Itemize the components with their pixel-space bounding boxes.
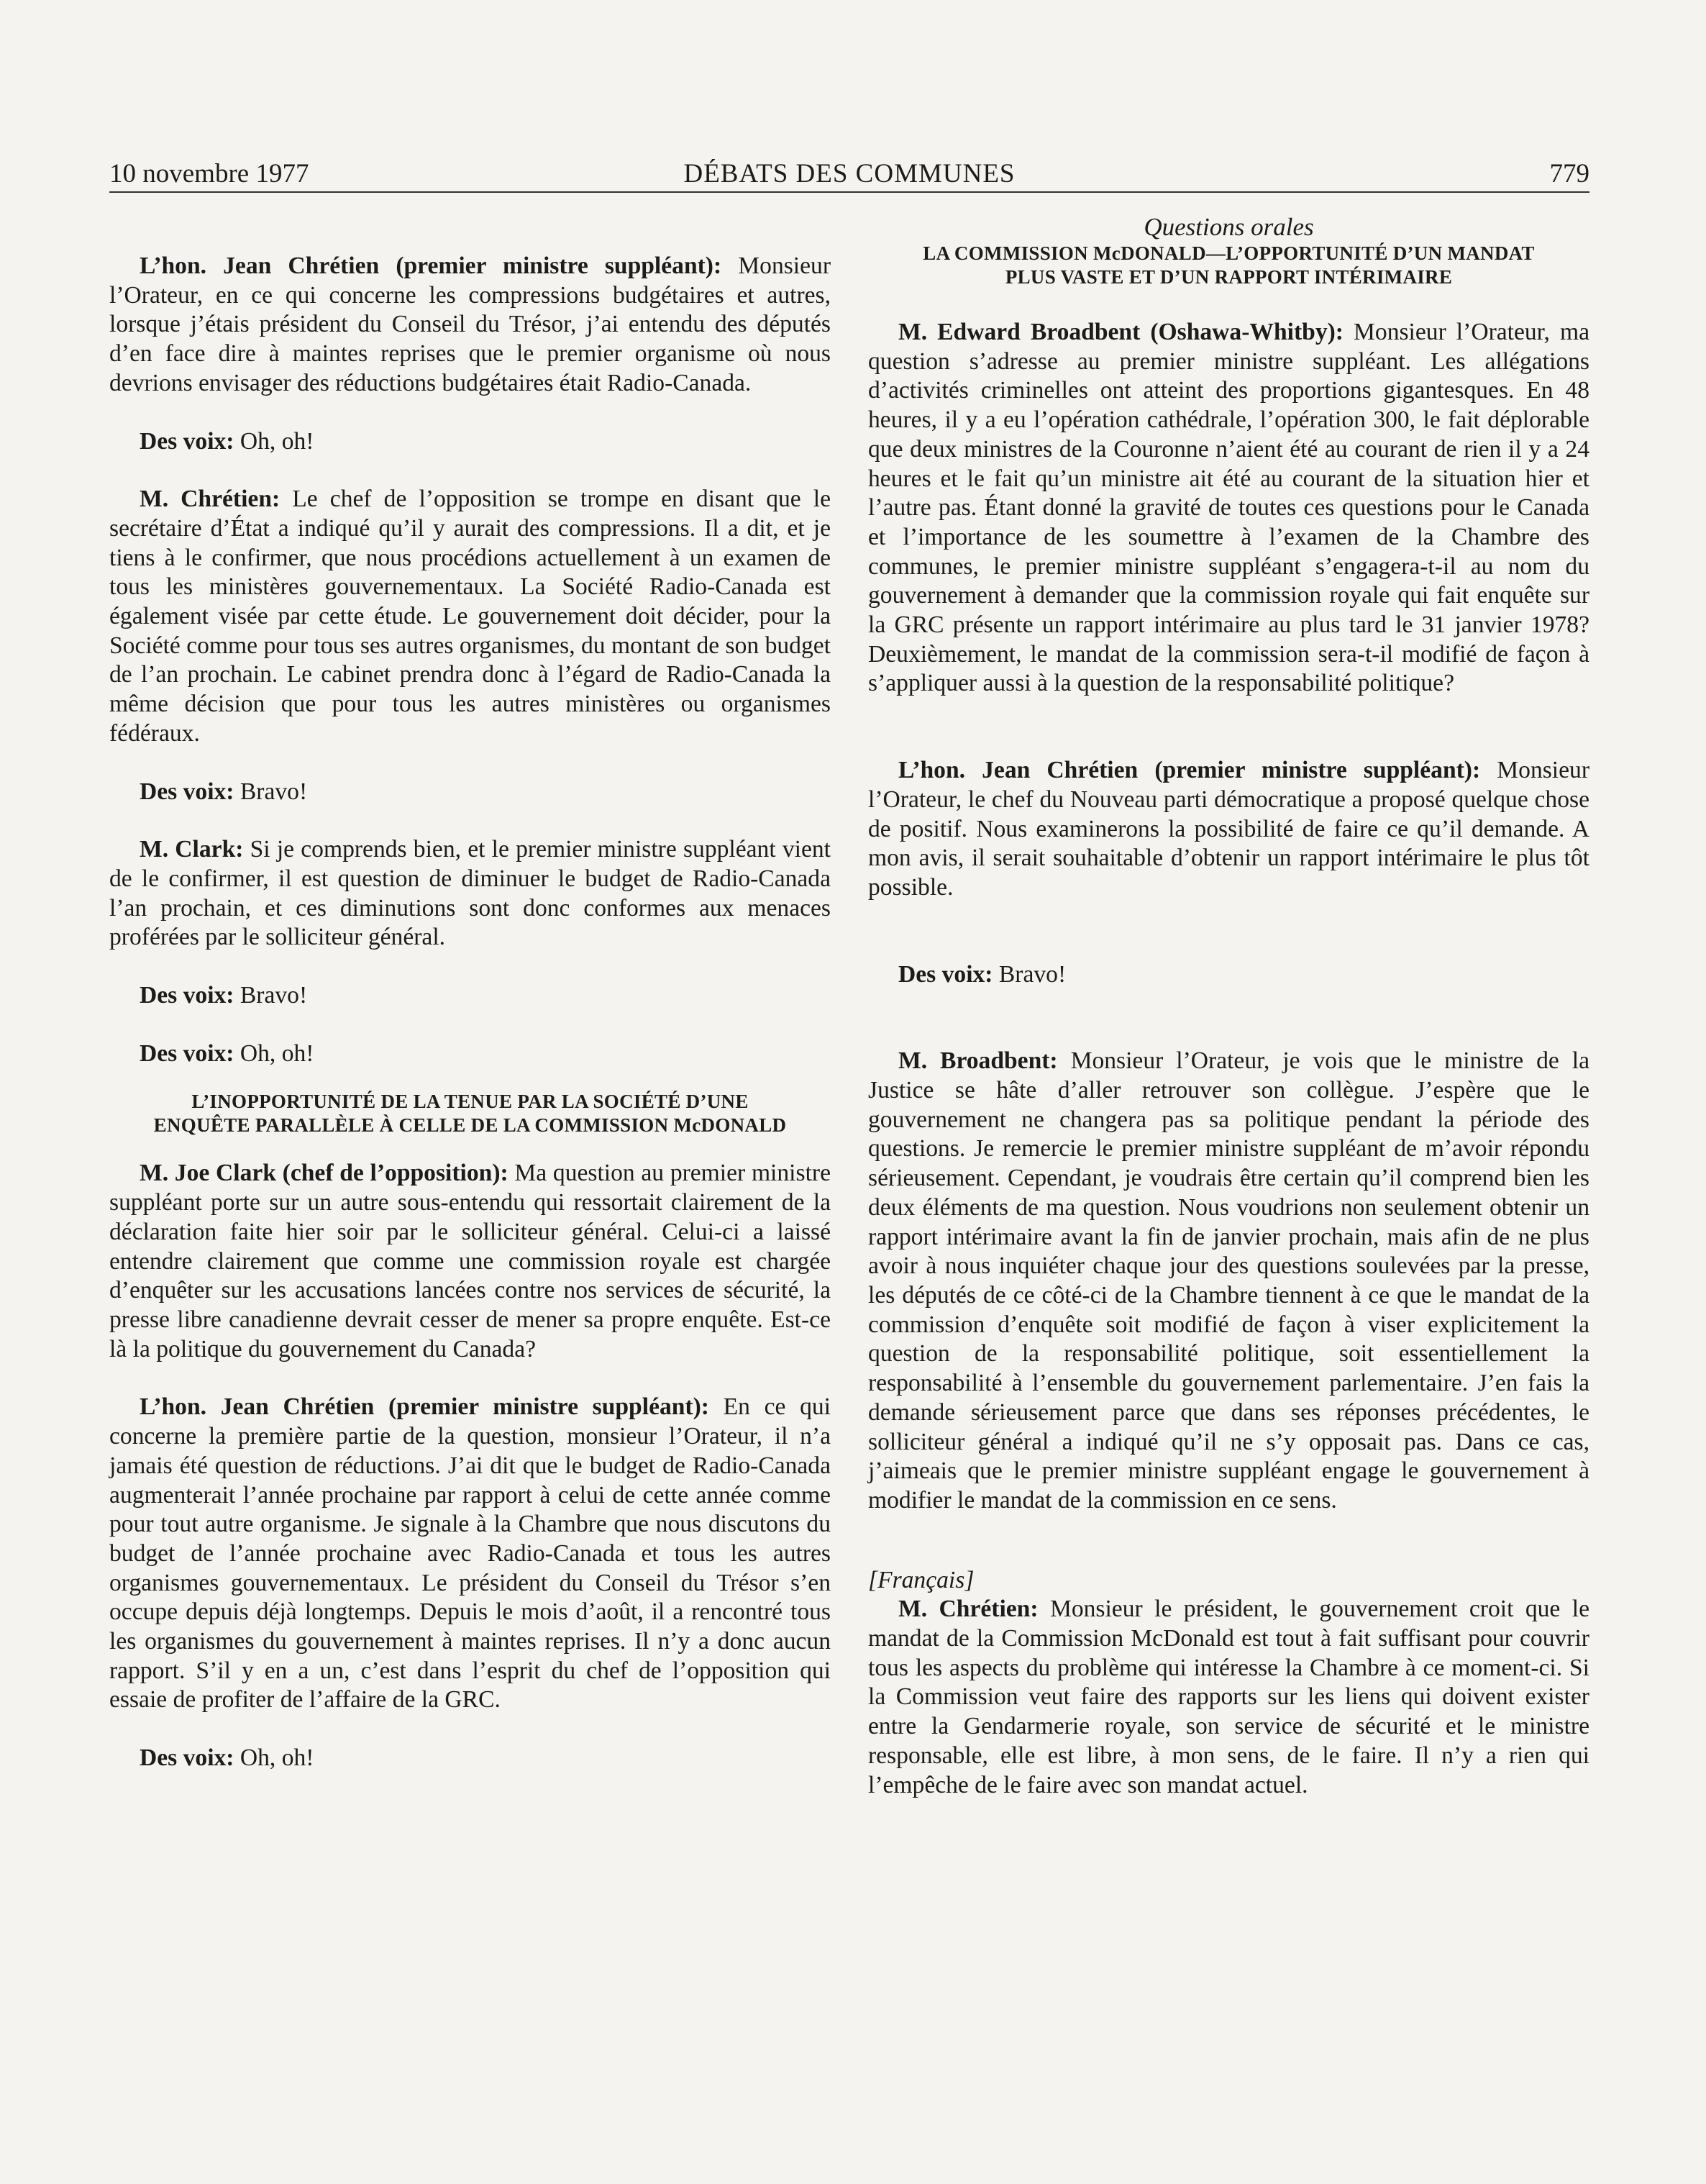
paragraph [109, 1393, 831, 1715]
paragraph [868, 1047, 1589, 1515]
speaker-name: M. Broadbent: [898, 1047, 1058, 1075]
section-title [109, 1090, 831, 1137]
left-column [109, 213, 831, 1773]
speech-text: En ce qui concerne la première partie de la question, monsieur l’Orateur, il n’a jamais été question de réductions. J’ai dit que le budget de Radio-Canada augmenterait l’année prochaine par rapport à celui de cette année comme pour tout autre organisme. Je signale à la Chambre que nous discutons du budget de l’année prochaine avec Radio-Canada et tous les autres organismes gouvernementaux. Le président du Conseil du Trésor s’en occupe depuis déjà longtemps. Depuis le mois d’août, il a rencontré tous les organismes du gouvernement à maintes reprises. Il n’y a donc aucun rapport. S’il y en a un, c’est dans l’esprit du chef de l’opposition qui essaie de profiter de l’affaire de la GRC. [109, 1393, 831, 1714]
speaker-name: L’hon. Jean Chrétien (premier ministre suppléant): [140, 252, 722, 279]
section-title-line: PLUS VASTE ET D’UN RAPPORT INTÉRIMAIRE [1005, 266, 1453, 288]
speaker-name: M. Chrétien: [140, 486, 280, 513]
page-header [109, 157, 1589, 193]
speech-text: Si je comprends bien, et le premier ministre suppléant vient de le confirmer, il est question de diminuer le budget de Radio-Canada l’an prochain, et ces diminutions sont donc conformes aux menaces proférées par le solliciteur général. [109, 836, 831, 951]
speaker-name: Des voix: [140, 982, 234, 1009]
speech-text: Monsieur l’Orateur, en ce qui concerne les compressions budgétaires et autres, lorsque j’étais président du Conseil du Trésor, j’ai entendu des députés d’en face dire à maintes reprises que le premier organisme où nous devrions envisager des réductions budgétaires était Radio-Canada. [109, 252, 831, 396]
speaker-name: L’hon. Jean Chrétien (premier ministre suppléant): [898, 757, 1481, 784]
speaker-name: Des voix: [140, 1039, 234, 1067]
speech-text: Bravo! [993, 960, 1067, 988]
speech-text: Monsieur l’Orateur, je vois que le ministre de la Justice se hâte d’aller retrouver son collègue. J’espère que le gouvernement ne changera pas sa politique pendant la période des questions. Je remercie le premier ministre suppléant de m’avoir répondu sérieusement. Cependant, je voudrais être certain qu’il comprend bien les deux éléments de ma question. Nous voudrions non seulement obtenir un rapport intérimaire avant la fin de janvier prochain, mais afin de ne plus avoir à nous inquiéter chaque jour des questions soulevées par la presse, les députés de ce côté-ci de la Chambre tiennent à ce que le mandat de la commission d’enquête soit modifié de façon à viser explicitement la question de la responsabilité politique, soit essentiellement la responsabilité à l’ensemble du gouvernement parlementaire. J’en fais la demande sérieusement parce que dans ses réponses précédentes, le solliciteur général a indiqué qu’il ne s’y opposait pas. Dans ce cas, j’aimeais que le premier ministre suppléant engage le gouvernement à modifier le mandat de la commission en ce sens. [868, 1047, 1590, 1514]
section-title-line: ENQUÊTE PARALLÈLE À CELLE DE LA COMMISSION McDONALD [153, 1114, 787, 1137]
speaker-name: M. Chrétien: [898, 1596, 1039, 1623]
speaker-name: M. Clark: [140, 836, 244, 863]
section-title [868, 242, 1589, 289]
speech-text: Monsieur le président, le gouvernement croit que le mandat de la Commission McDonald est tout à fait suffisant pour couvrir tous les aspects du problème qui intéresse la Chambre à ce moment-ci. Si la Commission veut faire des rapports sur les liens qui doivent exister entre la Gendarmerie royale, son service de sécurité et le ministre responsable, elle est libre, à mon sens, de le faire. Il n’y a rien qui l’empêche de le faire avec son mandat actuel. [868, 1596, 1590, 1798]
paragraph [109, 981, 831, 1011]
paragraph [109, 835, 831, 952]
speaker-name: Des voix: [898, 960, 993, 988]
speech-text: Oh, oh! [234, 427, 314, 455]
paragraph [109, 252, 831, 399]
speaker-name: M. Edward Broadbent (Oshawa-Whitby): [898, 319, 1344, 345]
speaker-name: Des voix: [140, 427, 234, 455]
paragraph [868, 960, 1589, 990]
speech-text: Le chef de l’opposition se trompe en disant que le secrétaire d’État a indiqué qu’il y aurait des compressions. Il a dit, et je tiens à le confirmer, que nous procédions actuellement à un examen de tous les ministères gouvernementaux. La Société Radio-Canada est également visée par cette étude. Le gouvernement doit décider, pour la Société comme pour tous ses autres organismes, du montant de son budget de l’an prochain. Le cabinet prendra donc à l’égard de Radio-Canada la même décision que pour tous les autres ministères ou organismes fédéraux. [109, 486, 831, 747]
speech-text: Bravo! [234, 778, 308, 805]
paragraph [868, 318, 1589, 699]
speech-text: Monsieur l’Orateur, le chef du Nouveau parti démocratique a proposé quelque chose de positif. Nous examinerons la possibilité de faire ce qu’il demande. A mon avis, il serait souhaitable d’obtenir un rapport intérimaire le plus tôt possible. [868, 757, 1589, 901]
header-page-number: 779 [1549, 159, 1589, 188]
header-title: DÉBATS DES COMMUNES [683, 159, 1016, 188]
speech-text: Ma question au premier ministre suppléant porte sur un autre sous-entendu qui ressortait clairement de la déclaration faite hier soir par le solliciteur général. Celui-ci a laissé entendre clairement que comme une commission royale est chargée d’enquêter sur les accusations lancées contre nos services de sécurité, la presse libre canadienne devrait cesser de mener sa propre enquête. Est-ce là la politique du gouvernement du Canada? [109, 1160, 831, 1362]
speech-text: Bravo! [234, 982, 308, 1009]
paragraph [868, 756, 1589, 903]
section-title-line: LA COMMISSION McDONALD—L’OPPORTUNITÉ D’UN MANDAT [923, 242, 1535, 264]
right-column [868, 213, 1589, 1800]
speaker-name: M. Joe Clark (chef de l’opposition): [140, 1160, 508, 1187]
speaker-name: L’hon. Jean Chrétien (premier ministre suppléant): [140, 1393, 709, 1421]
section-title-line: L’INOPPORTUNITÉ DE LA TENUE PAR LA SOCIÉTÉ D’UNE [191, 1091, 749, 1113]
language-tag: [Français] [868, 1566, 975, 1593]
subheading: Questions orales [1144, 213, 1314, 241]
speech-text: Oh, oh! [234, 1744, 314, 1772]
paragraph [109, 427, 831, 457]
speech-text: Oh, oh! [234, 1039, 314, 1067]
speaker-name: Des voix: [140, 1744, 234, 1772]
paragraph [109, 778, 831, 807]
header-date: 10 novembre 1977 [109, 159, 309, 188]
paragraph [109, 1744, 831, 1773]
speech-text: Monsieur l’Orateur, ma question s’adresse au premier ministre suppléant. Les allégations d’activités criminelles ont atteint des proportions gigantesques. En 48 heures, il y a eu l’opération cathédrale, l’opération 300, le fait déplorable que deux ministres de la Couronne n’aient été au courant de rien il y a 24 heures et le fait qu’un ministre ait été au courant de la situation hier et l’autre pas. Étant donné la gravité de toutes ces questions pour le Canada et l’importance de les soumettre à l’examen de la Chambre des communes, le premier ministre suppléant s’engagera-t-il au nom du gouvernement à demander que la commission royale qui fait enquête sur la GRC présente un rapport intérimaire au plus tard le 31 janvier 1978? Deuxièmement, le mandat de la commission sera-t-il modifié de façon à s’appliquer aussi à la question de la responsabilité politique? [868, 319, 1589, 697]
paragraph [109, 485, 831, 748]
speaker-name: Des voix: [140, 778, 234, 805]
paragraph [868, 1595, 1589, 1800]
paragraph [109, 1039, 831, 1069]
paragraph [109, 1159, 831, 1364]
